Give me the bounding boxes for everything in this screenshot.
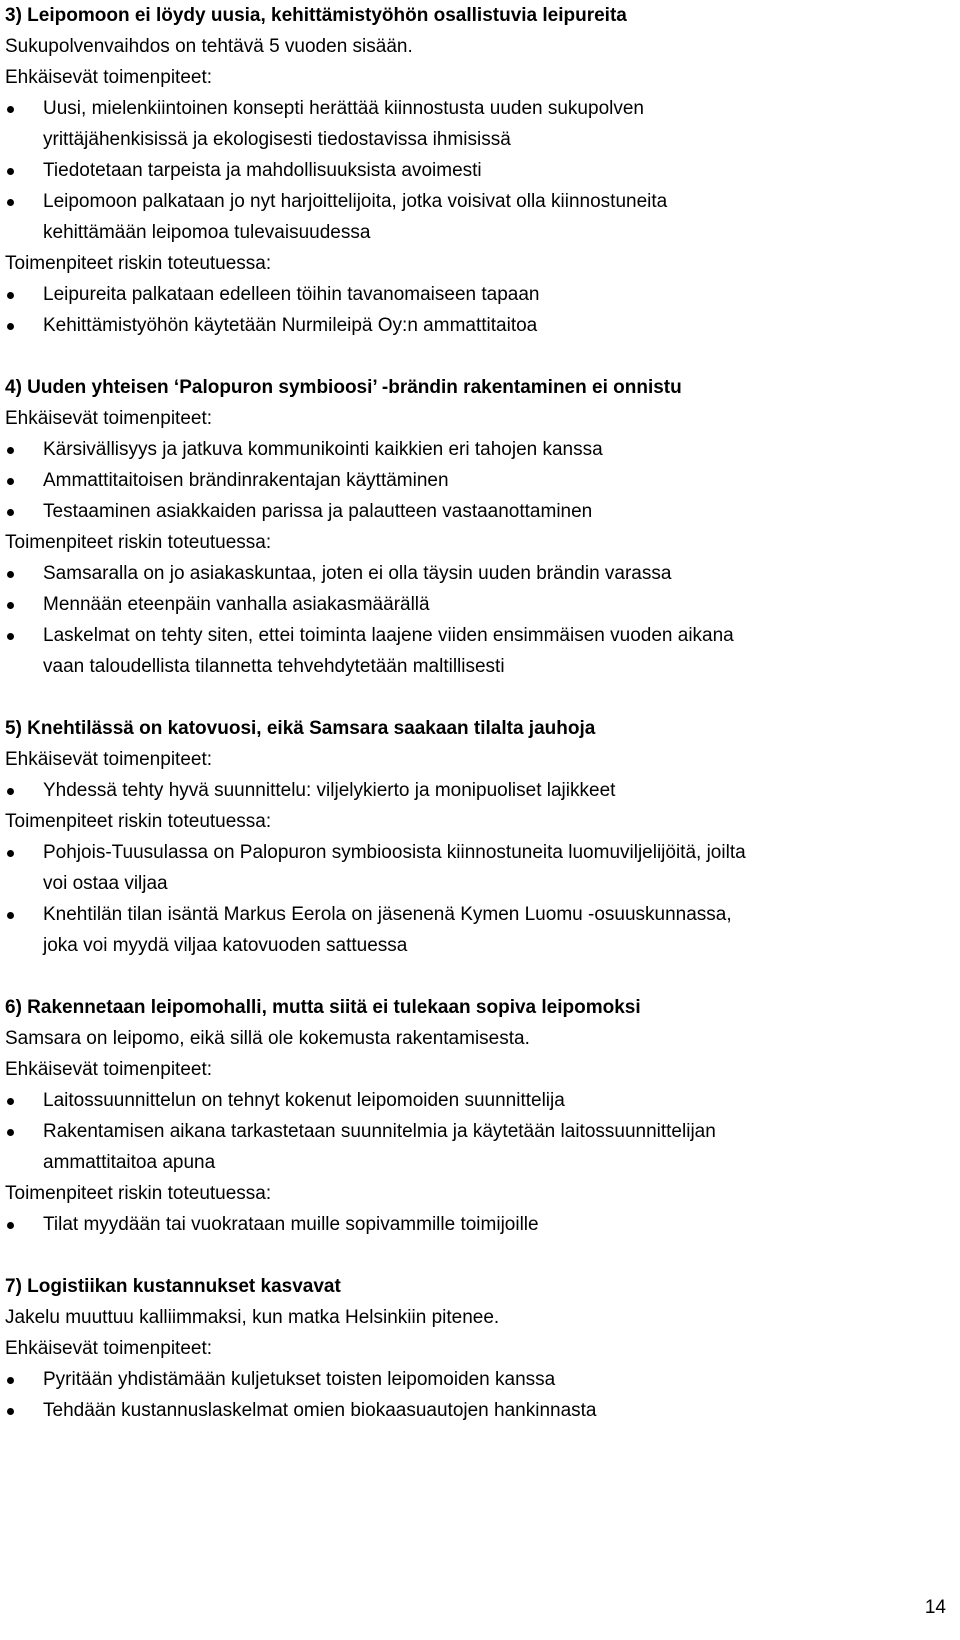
page-number: 14 xyxy=(924,1597,946,1618)
preventive-label: Ehkäisevät toimenpiteet: xyxy=(5,1338,213,1359)
preventive-item: Tiedotetaan tarpeista ja mahdollisuuksista avoimesti xyxy=(5,155,955,186)
section-heading: 5) Knehtilässä on katovuosi, eikä Samsara saakaan tilalta jauhoja xyxy=(5,718,596,739)
risk-label: Toimenpiteet riskin toteutuessa: xyxy=(5,532,272,553)
preventive-item: Uusi, mielenkiintoinen konsepti herättää kiinnostusta uuden sukupolven xyxy=(5,93,955,124)
preventive-item: Yhdessä tehty hyvä suunnittelu: viljelykierto ja monipuoliset lajikkeet xyxy=(5,775,955,806)
section-heading: 7) Logistiikan kustannukset kasvavat xyxy=(5,1276,341,1297)
preventive-item: Tehdään kustannuslaskelmat omien biokaasuautojen hankinnasta xyxy=(5,1395,955,1426)
risk-item: voi ostaa viljaa xyxy=(43,873,168,894)
section-heading: 4) Uuden yhteisen ‘Palopuron symbioosi’ -brändin rakentaminen ei onnistu xyxy=(5,377,682,398)
section-intro: Sukupolvenvaihdos on tehtävä 5 vuoden sisään. xyxy=(5,36,413,57)
risk-item: Laskelmat on tehty siten, ettei toiminta laajene viiden ensimmäisen vuoden aikana xyxy=(5,620,955,651)
risk-item: Knehtilän tilan isäntä Markus Eerola on jäsenenä Kymen Luomu -osuuskunnassa, xyxy=(5,899,955,930)
preventive-item: Leipomoon palkataan jo nyt harjoittelijoita, jotka voisivat olla kiinnostuneita xyxy=(5,186,955,217)
risk-label: Toimenpiteet riskin toteutuessa: xyxy=(5,253,272,274)
preventive-item: Pyritään yhdistämään kuljetukset toisten leipomoiden kanssa xyxy=(5,1364,955,1395)
section-intro: Jakelu muuttuu kalliimmaksi, kun matka Helsinkiin pitenee. xyxy=(5,1307,500,1328)
section-intro: Samsara on leipomo, eikä sillä ole kokemusta rakentamisesta. xyxy=(5,1028,530,1049)
risk-item: Samsaralla on jo asiakaskuntaa, joten ei olla täysin uuden brändin varassa xyxy=(5,558,955,589)
section-heading: 3) Leipomoon ei löydy uusia, kehittämistyöhön osallistuvia leipureita xyxy=(5,5,627,26)
preventive-item: Testaaminen asiakkaiden parissa ja palautteen vastaanottaminen xyxy=(5,496,955,527)
risk-item: Pohjois-Tuusulassa on Palopuron symbioosista kiinnostuneita luomuviljelijöitä, joilta xyxy=(5,837,955,868)
section-spacer xyxy=(5,1240,955,1271)
preventive-item: Ammattitaitoisen brändinrakentajan käyttäminen xyxy=(5,465,955,496)
preventive-label: Ehkäisevät toimenpiteet: xyxy=(5,1059,213,1080)
preventive-item: Rakentamisen aikana tarkastetaan suunnitelmia ja käytetään laitossuunnittelijan xyxy=(5,1116,955,1147)
preventive-item: ammattitaitoa apuna xyxy=(43,1152,216,1173)
risk-item: Tilat myydään tai vuokrataan muille sopivammille toimijoille xyxy=(5,1209,955,1240)
section-spacer xyxy=(5,682,955,713)
risk-item: joka voi myydä viljaa katovuoden sattuessa xyxy=(43,935,408,956)
preventive-item: kehittämään leipomoa tulevaisuudessa xyxy=(43,222,371,243)
risk-item: Leipureita palkataan edelleen töihin tavanomaiseen tapaan xyxy=(5,279,955,310)
preventive-item: Kärsivällisyys ja jatkuva kommunikointi kaikkien eri tahojen kanssa xyxy=(5,434,955,465)
document-body xyxy=(5,0,955,1426)
risk-item: vaan taloudellista tilannetta tehvehdytetään maltillisesti xyxy=(43,656,505,677)
preventive-label: Ehkäisevät toimenpiteet: xyxy=(5,749,213,770)
risk-label: Toimenpiteet riskin toteutuessa: xyxy=(5,811,272,832)
preventive-item: yrittäjähenkisissä ja ekologisesti tiedostavissa ihmisissä xyxy=(43,129,511,150)
risk-item: Mennään eteenpäin vanhalla asiakasmäärällä xyxy=(5,589,955,620)
section-spacer xyxy=(5,961,955,992)
preventive-label: Ehkäisevät toimenpiteet: xyxy=(5,67,213,88)
preventive-item: Laitossuunnittelun on tehnyt kokenut leipomoiden suunnittelija xyxy=(5,1085,955,1116)
section-spacer xyxy=(5,341,955,372)
risk-item: Kehittämistyöhön käytetään Nurmileipä Oy:n ammattitaitoa xyxy=(5,310,955,341)
preventive-label: Ehkäisevät toimenpiteet: xyxy=(5,408,213,429)
section-heading: 6) Rakennetaan leipomohalli, mutta siitä ei tulekaan sopiva leipomoksi xyxy=(5,997,641,1018)
risk-label: Toimenpiteet riskin toteutuessa: xyxy=(5,1183,272,1204)
